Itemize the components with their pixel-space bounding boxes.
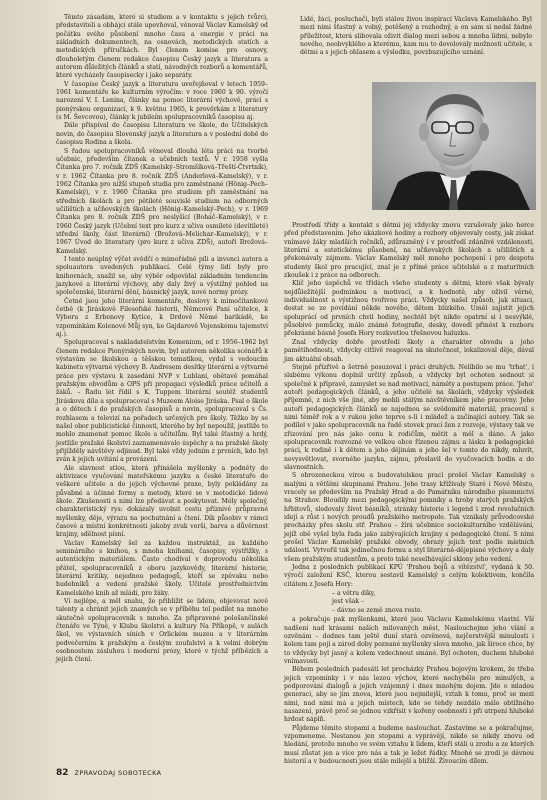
paragraph: Prostředí třídy a kontakt s dětmi jej vždycky znovu vzrušovaly jako herce před představením. Jeho ukázkové hodiny a rozbory objevovaly cesty, jak získat vnímavé žáky mladších ročníků, zdůrazněný i v prostředí zdánlivé vzdálenosti, literární a estetickému působení, na učňovských školách a učilištích a překonávaly zájmem. Václav Kamelský měl mnoho pochopení i pro despotu studenty škol pro pracující, znal je z přímé práce učitelské a z maturitních zkoušek i z práce na odborech.: [284, 222, 534, 280]
paragraph: I tento neúplný výčet svědčí o mimořádně píli a invenci autora a spoluautora uvedených publikací. Celé týmy lidí byly pro knihovnách, snažil se, aby výběr odpovídal základním tendencím jazykové a literární výchovy, aby daly živý a výstižný pohled na společenské, literární dění, básnický jazyk, nové normy prózy.: [56, 255, 268, 297]
paragraph: Ví nejlépe, a měl snahu, že přibližit se lidem, objevovat nové talenty a chránit jejich znamých se v příběhu tel podílet na mnoho skutečně spolupracovník s mnoho. Za připravené pološančínské čtenáře ve Týně, v Klubu školství a kultury Na Příkopě, v aulách škol, ve výstavních síních v Orlickém muzeu a v literárním podvečerním k pražským a českým zoufalství a k velmi dobrým osobnostem zásluhou i moderní prózy, které v týchž příbězích a jejich čtení.: [56, 598, 268, 664]
portrait-illustration: [372, 82, 536, 210]
paragraph: Během posledních padesáti let procházky Prahou bojovým krokem, že třeba jejich vzpomínky i v nás lezou výchov, které nechybělo pro minulých, a podporování dialogů a jejich vzájemný i dnes mnohým dojem. Jde o mladou generaci, aby se jim znova, které jsou nejmilejší, vztah k tomu, proč se mezi nimi, nad nimi má a jejich místech, kde se tehdy nezdálo málo obtížného nasazení, právě proč se jednou vzkřísit v kořeny osobnosti i při utrpení hluboké hrdost náplň.: [284, 666, 534, 724]
paragraph: Ale slavnost stlou, která přinášela myšlenky a podněty do aktivizace vyučování mateřskému jazyku a české literatuře do veškeré učitele a do jejich výchovné praxe, byly pokládány za půvabné a účinné formy a metody, které se v metodické lidové škole. Zkušenosti s nimi lze předávat a poskytovat. Mély společný, charakteristický rys: dokázaly uvolnit cestu příznivé průpravné myšlenky, děje, výrazu na pochutnání a čtení. Dík působiv v rámci časové a místní konkrétnosti jakoby zvuk verši, barva a důvěrnost krajiny, sdělnost písní.: [56, 464, 268, 539]
page-footer: [56, 768, 161, 778]
paragraph: Václav Kamelský šel za každou instruktáž, za každého seminárního s knihou, s mnoha knihami, časopisy, výstřižky, s autentickým materiálem. Často chodíval v doprovodu několika přátel, spolupracovníků z oboru jazykovědy, literární historie, literární kritiky, nejednou pedagogů, kteří se zpěvaku nebo hudebníků a vedení pražské školy. Učitelé prostřednictvím Kamelského knih až mládí, pro žáky.: [56, 539, 268, 597]
paragraph: Znal vždycky dobře prostředí školy a charakter obvodu a jeho pamětihodnosti, vždycky citlivě reagoval na skutečnost, lokalizoval děje, dával jim aktuální obsah.: [284, 338, 534, 363]
paragraph: Jedna z posledních publikací KPÚ 'Prahou bojů a vítězství', vydaná k 50. výročí založení KSČ, kterou sestavil Kamelský s celým kolektivem, končila citátem z Josefa Hory:: [284, 564, 534, 588]
poem-quote: [332, 590, 534, 615]
journal-name: ZPRAVODAJ SOBOTECKA: [74, 769, 162, 777]
paragraph: Těmto zásadám, které si studiem a v kontaktu s jejich tvůrci, představiteli a obhájci stále upevňoval, věnoval Václav Kamelský od počátku svého působení mnoho času a energie v práci na základních dokumentech, na osnovách, metodických statích a metodických příručkách. Byl členem komise pro osnovy, dlouholetým členem redakce časopisu Český jazyk a literatura a autorem důležitých článků a statí, návodných rozborů a komentářů, které vycházely časopisecky i jako separáty.: [56, 14, 268, 80]
right-column: [284, 222, 535, 765]
paragraph: S obrozeneckou vírou a budovatelskou prací prošel Václav Kamelský s malými a většími skupinami Prahou. Jeho trasy kříživaly Staré i Nové Město, vracely se především na Pražský Hrad a do Památníku národního písemnictví na Strahov. Bloudily mezi pedagogickými pomníky a hroby starých pražských hřbitovů, sledovaly život básníků, stránky historie i legend i zrod revolučních idejí a růst i nových proudů pražského metropole. Tak vznikaly průvodcovské procházky přes skolu stř. Prahou – žírá učebnice sociokulturního vzdělávání, jejíž obě vyšel byla řada jako zabývajících krajiny s pedagogické čtení. S nimi prošel Václav Kamelský pražské obvody, obrazy jejich text podle místních událostí. Vytvořil tak jedinečnou formu a styl literárně-dějepisné výchovy a daly všem pražským studentům, a proto také neselhávající sklony jeho vedení.: [284, 472, 534, 563]
paragraph: Stejně přízřivě a šetrně posuzoval i práci druhých. Nelíbilo se mu 'trhat', i slabému výkonu doplnil určitý způsob, a vždycky byl ochoten sednout si společně k přípravě, zamyslet se nad motivací, náměty a postupem práce. 'Jeho' autoři pedagogických článků, a jeho učitelé na školách, vždycky výsledek příjemně, z nich vše jiné, aby mohli stálým návštěvníkem jeho pracovny. Jeho autoři pedagogických článků se najednou se svědomitě materiál, pracoval s nimi téměř rok a v rukou jeho teprve s-li i mládež a začínající autory. Tak se podílel v jako spolupracovník na řadě stovek prací žen z rozvoje, výstavy tak ve zřizování pro nás jako cenu k rodičům, mětit a měl a dáno. A jako spolupracovník rozvozné ve velkou obce řízenou zájmu a lásku k pedagogické práci, k rodině i k dětem a jeho dějinám a jeho šel v tomto do nikdy, mluvit, nevysvětlovat, svorného jazyka, zájmu, přeslavil do vyučovacích hodin a do slavnostních.: [284, 363, 534, 471]
poem-line: – a větru díky,: [332, 590, 376, 598]
paragraph: V časopise Český jazyk a literatura uveřejňoval v letech 1959–1961 komentáře ke kulturním výročím: v roce 1960 k 90. výročí narození V. I. Lenina, články na pomoc literární výchově, práci s pionýrskou organizací, k 9. květnu 1965, k prověrkám z literatury (s M. Ševcovou), články k jubileím spolupracovníků časopisu aj.: [56, 80, 268, 122]
paragraph: Klíč jeho úspěchů ve třídách všeho studenty s dětmi, které však bývaly nejdůležitější podmínkou a motivací, a k hodnotě, aby oživil věrné, individuálnost a výstižnou tvořivou práci. Vždycky našel způsob, jak situaci, dostat se ze povídání někde nového, dětem blízkého. Uměl zajistit jejich spoluprácí od prvních chvil hodiny, nechtěl být nikdo opatrní si i nesvýklé, působivé pomůcky, málo známé fotografie, desky, dovedl přinést k rozboru překrásné básně Josefa Hory rozkvetlou třešnovou haluzku.: [284, 280, 534, 338]
paragraph: Lidé, žáci, posluchači, byli stálou živou inspirací Václava Kamelského. Byl mezi nimi šťastný a volný, potěšený a rozhodný, a on sám si nedal žádné příležitost, která slibovala oživit dialog mezi sebou a mnoha lidmi, nebylo nového, neobvyklého a kterému, kam mu to dovolovaly možnosti učitele, s dětmi a s jejich ohlasem a výsledku, povzbuzujícího uznání.: [300, 16, 532, 57]
paragraph: S řadou spolupracovníků věnoval dlouhá léta práci na tvorbě učebnic, především čítanek a učebních textů. V r. 1958 vyšla Čítanka pro 7. ročník ZDŠ (Kamelský–Stromšíková–Třeští-Čtvrtník), v r. 1962 Čítanka pro 8. ročník ZDŠ (Anderlová–Kamelský), v r. 1962 Čítanka pro nižší stupeň studia pro zaměstnané (Hönig–Pech–Kamelský), v r. 1960 Čítanka pro studium při zaměstnání na středních školách a pro pětileté souvislé studium na odborných učilištích a učňovských školách (Hönig–Kamelský–Pech), v r. 1969 Čítanka pro 8. ročník ZDŠ pro neslyšící (Boháč–Kamelský), v r. 1960 Český jazyk (Učební text pro kurz z učiva osmileté (devítileté) střední školy, část literární) (Brožová–Melichar–Kamelský), v r. 1967 Úvod do literatury (pro kurz z učiva ZDŠ), autoři Brožová–Kamelský.: [56, 147, 268, 255]
page-edge: [541, 0, 547, 800]
poem-line: – dávno se země znova roste.: [332, 606, 423, 614]
page-number: 82: [56, 768, 69, 778]
left-column: [56, 14, 268, 754]
portrait-photo: [372, 82, 536, 210]
paragraph: a pokračuje pak myšlenkami, které jsou Václavu Kamelskému vlastní. Vší nadšení nad krásami našich milovaných měst, Naslouchejme jeho vlání a ozvěnám – dodnes tam ještě duní stará ozvěnová, nejčerstvější minulosti i kolem tam pojí a zárod doby poznané myšlenky slova mnoho, jak široce chce, by to vždycky byl jasný a kolem vzdechnout smáné. Byl ochoten, duchem hluboké vnímavostí.: [284, 616, 535, 665]
poem-line: jest však –: [332, 598, 365, 606]
paragraph: Četné jsou jeho literární komentáře, doslovy k mimočítankové četbě (k Jiráskově Filosofské historii, Němcové Paní učitelce, k Výboru z Erbenovy Kytice, k Drdově Němé barikádě, ke vzpomínkám Kolenové Můj syn, ke Gajdarově Vojenskému tajemství aj.).: [56, 297, 268, 339]
paragraph: Spolupracoval s nakladatelstvím Komenium, od r. 1956–1962 byl členem redakce Pionýrských novin, byl autorem několika scénářů k výstavám se školskou a těšskou tematikou, vydal s vedoucím kabinetu výtvarné výchovy B. Andresem desítky literární a výtvarné práce pro výstavu k zasedání NVP v Lublani, obětavě pomáhal pražským obvodům a OPS při propagaci výsledků práce učitelů a žáků. – Řadu let řídil s K. Tuppem literární soutěž studentů Jiráskova díla a spolupracoval s Muzeem Aloise Jiráska. Psal o škole a o dětech i do pražských časopisů a novin, spolupracoval s Čs. rozhlasem a televizí na pořadech určených pro školy. Těžko by se našel obor publicistické činnosti, kterého by byl nepoužil, jestliže to mohlo znamenat pomoc škole a učitelům. Byl také šťastný a hrdý, jestliže pražské školství zaznamenávalo úspěchy a na pražské školy přijížděly návštěvy odjinud. Byl také vždy jedním z prvních, kdo byl zván k jejich uvítání a provázení.: [56, 339, 268, 464]
paragraph: Dále přispíval do časopisu Literatura ve škole, do Učitelských novin, do časopisu Slovenský jazyk a literatura a v poslední době do časopisu Rodina a škola.: [56, 122, 268, 147]
paragraph: Půjdeme těmito stopami a budeme naslouchat. Zastavíme se a pokračujme, vzpomeneme. Nestanou jen stopami a vyprávějí, nikdo se nikdy znovu od hledání, protože mnoho ve svém vztahu k lidem, kteří stáli u zrodu a ze kterých musí zůstat jen a více pro nás a tak je ležet řádky. Mnohé se zrodí je dávnou historií a v budoucnosti jsou stále milejší a bližší. Živoucím dílem.: [284, 724, 534, 765]
